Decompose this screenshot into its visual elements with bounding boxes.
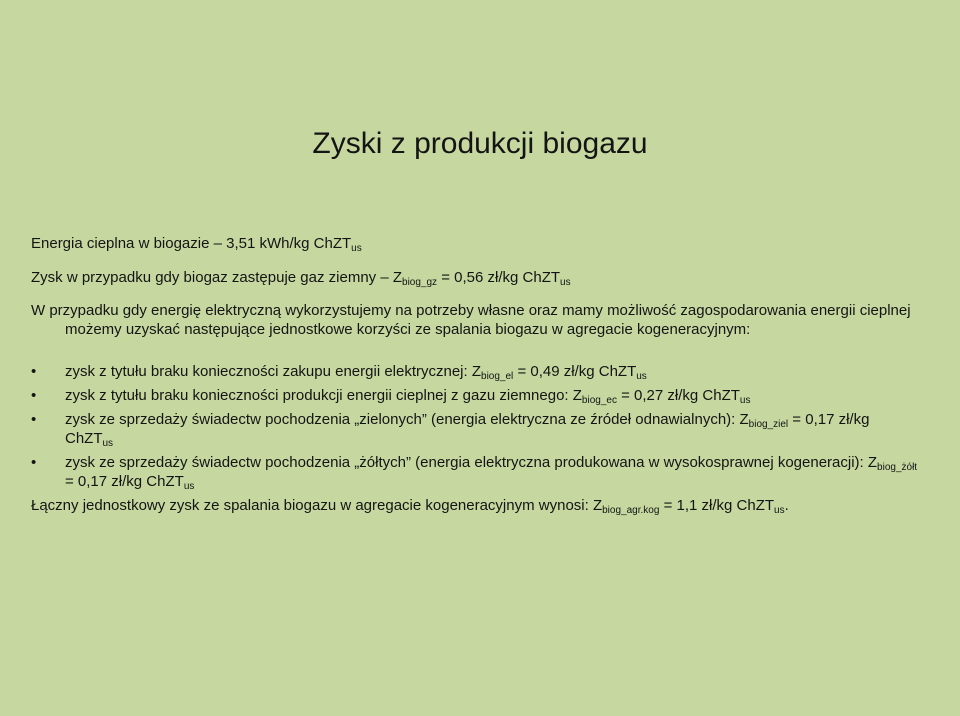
bullet-icon: • (31, 411, 37, 428)
cogeneration-intro: W przypadku gdy energię elektryczną wykorzystujemy na potrzeby własne oraz mamy możliwość zagospodarowania energii cieplnej możemy uzyskać następujące jednostkowe korzyści ze spalania biogazu w agregacie kogeneracyjnym: (31, 302, 911, 338)
thermal-energy-line: Energia cieplna w biogazie – 3,51 kWh/kg ChZT$_{us}$ (31, 235, 362, 254)
list-item: • zysk ze sprzedaży świadectw pochodzenia „żółtych” (energia elektryczna produkowana w wysokosprawnej kogeneracji): $Z_{biog\_żółt} = 0,17$ zł/kg ChZT$_{us}$ (31, 454, 918, 492)
benefits-list (31, 362, 921, 496)
gas-replacement-line: Zysk w przypadku gdy biogaz zastępuje gaz ziemny – $Z_{biog\_gz} = 0,56$ zł/kg ChZT$_{us}$ (31, 269, 571, 288)
bullet-icon: • (31, 363, 37, 380)
bullet-icon: • (31, 387, 37, 404)
list-item: • zysk z tytułu braku konieczności produkcji energii cieplnej z gazu ziemnego: $Z_{biog\_ec} = 0,27$ zł/kg ChZT$_{us}$ (31, 387, 751, 406)
list-item: • zysk z tytułu braku konieczności zakupu energii elektrycznej: $Z_{biog\_el} = 0,49$ zł/kg ChZT$_{us}$ (31, 363, 647, 382)
slide-title: Zyski z produkcji biogazu (312, 127, 648, 160)
total-profit-line: Łączny jednostkowy zysk ze spalania biogazu w agregacie kogeneracyjnym wynosi: $Z_{biog\_agr.kog} = 1,1$ zł/kg ChZT$_{us}$. (31, 497, 789, 516)
list-item: • zysk ze sprzedaży świadectw pochodzenia „zielonych” (energia elektryczna ze źródeł odnawialnych): $Z_{biog\_ziel} = 0,17$ zł/kg ChZT$_{us}$ (31, 411, 870, 449)
bullet-icon: • (31, 454, 37, 471)
